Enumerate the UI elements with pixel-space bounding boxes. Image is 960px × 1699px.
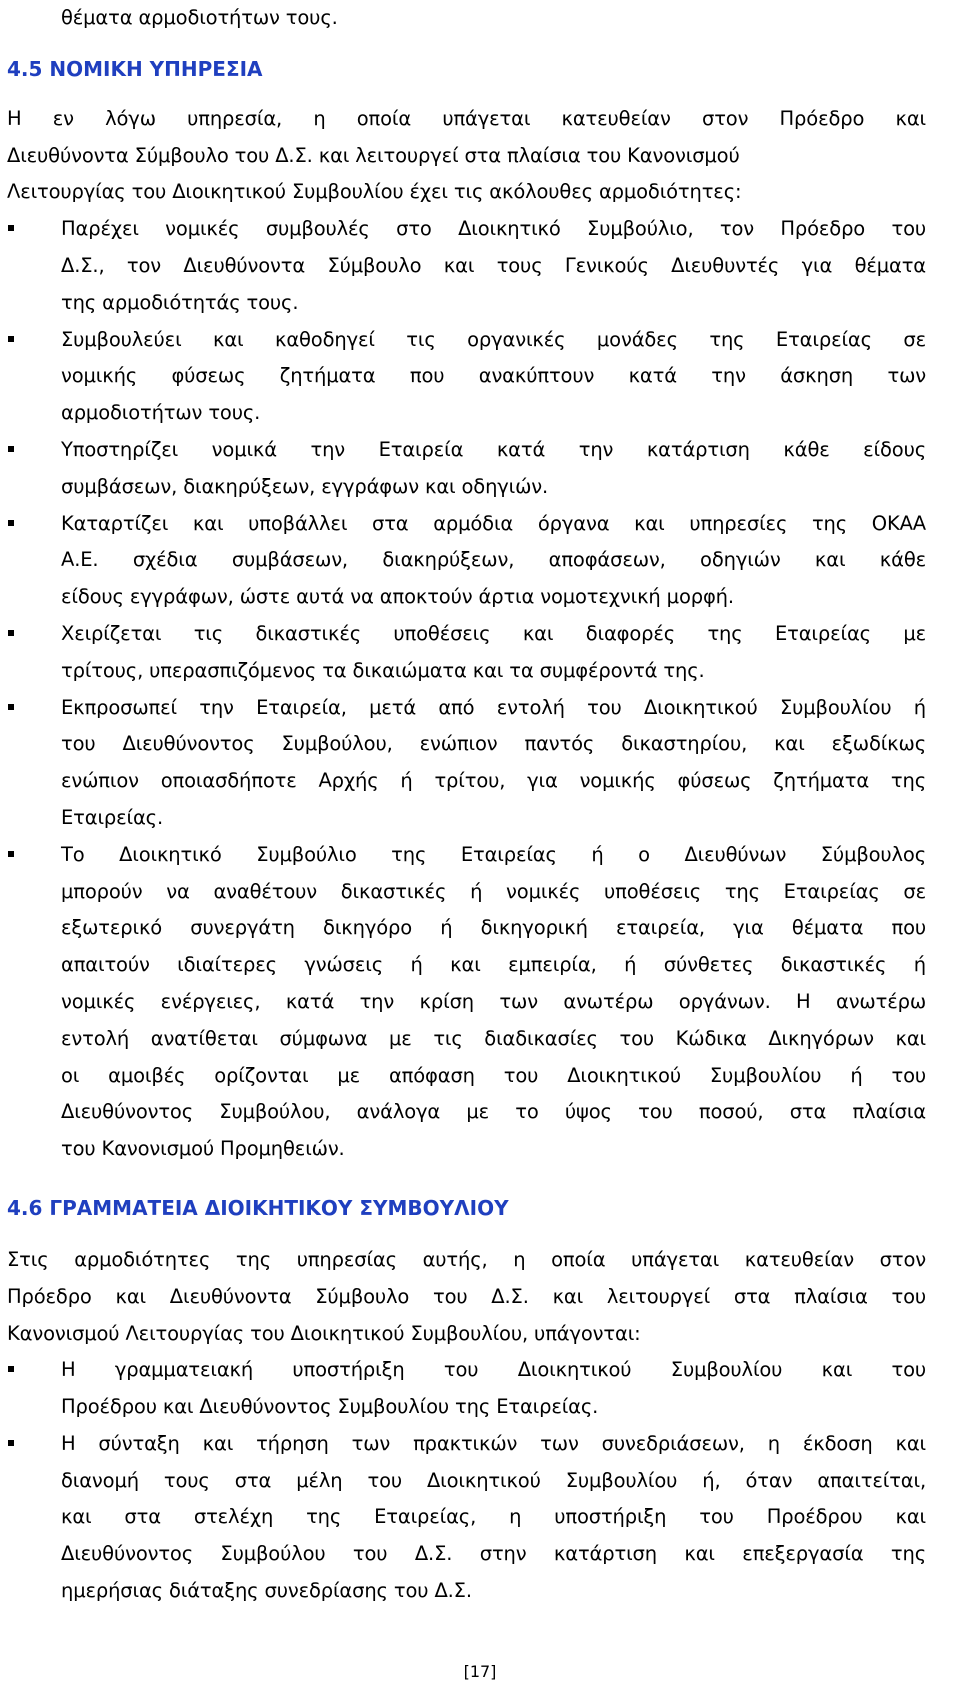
section-heading-legal-service: 4.5 ΝΟΜΙΚΗ ΥΠΗΡΕΣΙΑ [7, 56, 263, 81]
continued-text [7, 0, 926, 37]
intro-line: Λειτουργίας του Διοικητικού Συμβουλίου έχει τις ακόλουθες αρμοδιότητες: [7, 180, 742, 204]
section-45-intro [7, 101, 926, 211]
square-bullet-icon [8, 1366, 14, 1372]
square-bullet-icon [8, 704, 14, 710]
secretariat-duties-list [7, 1352, 926, 1610]
list-item: Η γραμματειακή υποστήριξη του Διοικητικού Συμβουλίου και του Προέδρου και Διευθύνοντος Συμβουλίου της Εταιρείας. [7, 1352, 926, 1426]
continued-text-fragment: θέματα αρμοδιοτήτων τους. [61, 6, 338, 29]
list-item: Συμβουλεύει και καθοδηγεί τις οργανικές μονάδες της Εταιρείας σε νομικής φύσεως ζητήματα που ανακύπτουν κατά την άσκηση των αρμοδιοτήτων τους. [7, 322, 926, 432]
list-item: Η σύνταξη και τήρηση των πρακτικών των συνεδριάσεων, η έκδοση και διανομή τους στα μέλη του Διοικητικού Συμβουλίου ή, όταν απαιτείται, και στα στελέχη της Εταιρείας, η υποστήριξη του Προέδρου και Διευθύνοντος Συμβούλου του Δ.Σ. στην κατάρτιση και επεξεργασία της ημερήσιας διάταξης συνεδρίασης του Δ.Σ. [7, 1426, 926, 1610]
intro-line: Η εν λόγω υπηρεσία, η οποία υπάγεται κατευθείαν στον Πρόεδρο και [7, 106, 926, 130]
list-item: Καταρτίζει και υποβάλλει στα αρμόδια όργανα και υπηρεσίες της ΟΚΑΑ Α.Ε. σχέδια συμβάσεων, διακηρύξεων, αποφάσεων, οδηγιών και κάθε είδους εγγράφων, ώστε αυτά να αποκτούν άρτια νομοτεχνική μορφή. [7, 506, 926, 616]
list-item: Υποστηρίζει νομικά την Εταιρεία κατά την κατάρτιση κάθε είδους συμβάσεων, διακηρύξεων, εγγράφων και οδηγιών. [7, 432, 926, 506]
square-bullet-icon [8, 225, 14, 231]
square-bullet-icon [8, 520, 14, 526]
intro-line: Διευθύνοντα Σύμβουλο του Δ.Σ. και λειτουργεί στα πλαίσια του Κανονισμού [7, 143, 740, 167]
square-bullet-icon [8, 446, 14, 452]
square-bullet-icon [8, 630, 14, 636]
list-item: Το Διοικητικό Συμβούλιο της Εταιρείας ή ο Διευθύνων Σύμβουλος μπορούν να αναθέτουν δικαστικές ή νομικές υποθέσεις της Εταιρείας σε εξωτερικό συνεργάτη δικηγόρο ή δικηγορική εταιρεία, για θέματα που απαιτούν ιδιαίτερες γνώσεις ή και εμπειρία, ή σύνθετες δικαστικές ή νομικές ενέργειες, κατά την κρίση των ανωτέρω οργάνων. Η ανωτέρω εντολή ανατίθεται σύμφωνα με τις διαδικασίες του Κώδικα Δικηγόρων και οι αμοιβές ορίζονται με απόφαση του Διοικητικού Συμβουλίου ή του Διευθύνοντος Συμβούλου, ανάλογα με το ύψος του ποσού, στα πλαίσια του Κανονισμού Προμηθειών. [7, 837, 926, 1168]
list-item: Παρέχει νομικές συμβουλές στο Διοικητικό Συμβούλιο, τον Πρόεδρο του Δ.Σ., τον Διευθύνοντα Σύμβουλο και τους Γενικούς Διευθυντές για θέματα της αρμοδιότητάς τους. [7, 211, 926, 321]
section-46-intro: Στις αρμοδιότητες της υπηρεσίας αυτής, η οποία υπάγεται κατευθείαν στον Πρόεδρο και Διευθύνοντα Σύμβουλο του Δ.Σ. και λειτουργεί στα πλαίσια του Κανονισμού Λειτουργίας του Διοικητικού Συμβουλίου, υπάγονται: [7, 1247, 926, 1345]
square-bullet-icon [8, 851, 14, 857]
list-item: Χειρίζεται τις δικαστικές υποθέσεις και διαφορές της Εταιρείας με τρίτους, υπερασπιζόμενος τα δικαιώματα και τα συμφέροντά της. [7, 616, 926, 690]
list-item: Εκπροσωπεί την Εταιρεία, μετά από εντολή του Διοικητικού Συμβουλίου ή του Διευθύνοντος Συμβούλου, ενώπιον παντός δικαστηρίου, και εξωδίκως ενώπιον οποιασδήποτε Αρχής ή τρίτου, για νομικής φύσεως ζητήματα της Εταιρείας. [7, 690, 926, 837]
page-number: [17] [463, 1662, 497, 1681]
square-bullet-icon [8, 1440, 14, 1446]
legal-service-duties-list [7, 211, 926, 1168]
section-heading-board-secretariat: 4.6 ΓΡΑΜΜΑΤΕΙΑ ΔΙΟΙΚΗΤΙΚΟΥ ΣΥΜΒΟΥΛΙΟΥ [7, 1195, 509, 1220]
square-bullet-icon [8, 336, 14, 342]
